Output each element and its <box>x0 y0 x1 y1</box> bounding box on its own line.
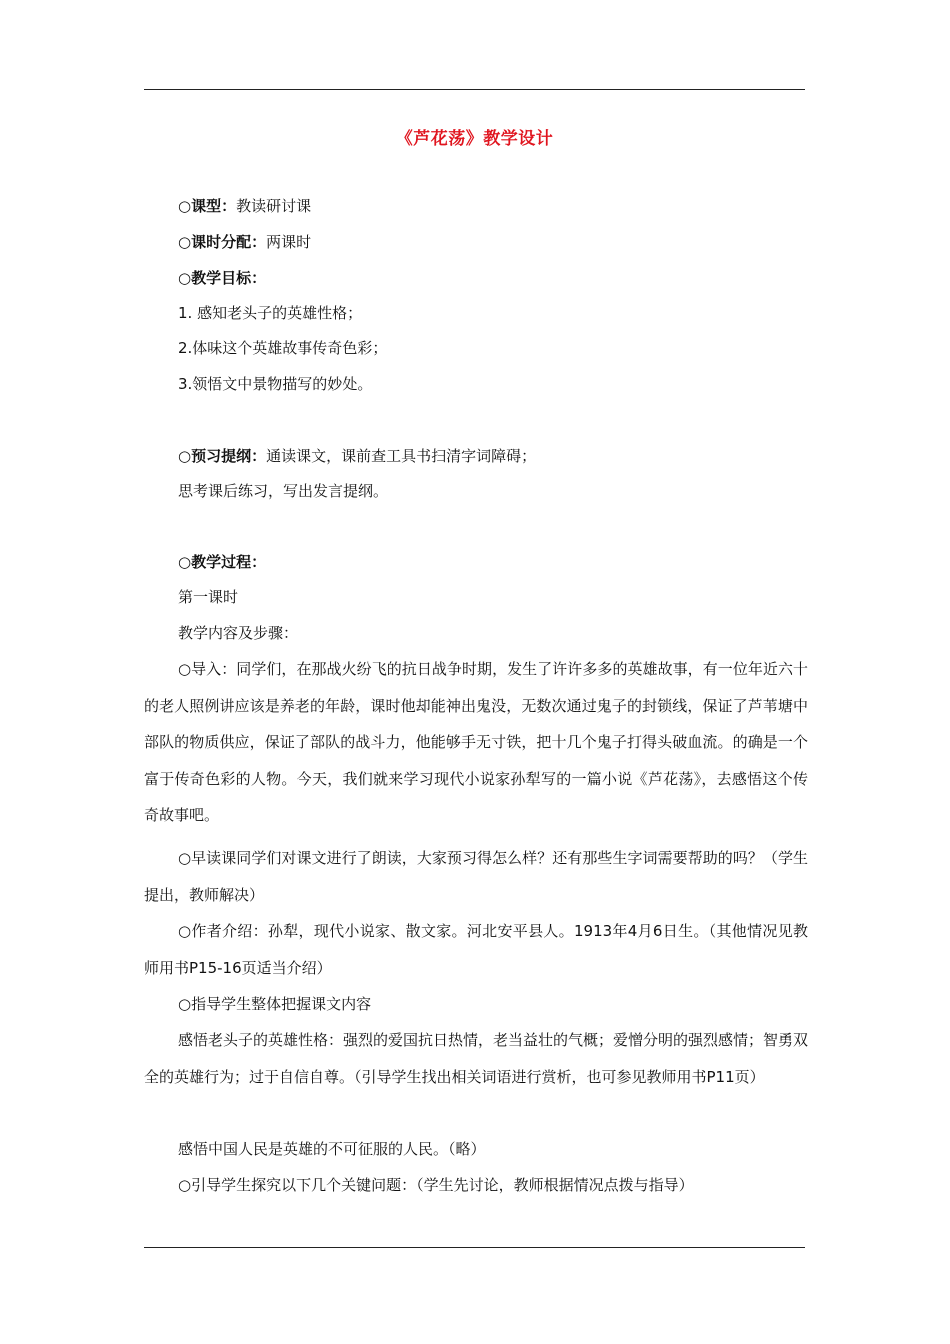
preview-line-2: 思考课后练习，写出发言提纲。 <box>178 482 389 500</box>
preview-label: ○预习提纲： <box>178 447 267 465</box>
content-steps-label: 教学内容及步骤： <box>178 624 299 642</box>
intro-paragraph: ○导入：同学们，在那战火纷飞的抗日战争时期，发生了许许多多的英雄故事，有一位年近六十的老人照例讲应该是养老的年龄，课时他却能神出鬼没，无数次通过鬼子的封锁线，保证了芦苇塘中部队的物质供应，保证了部队的战斗力，他能够手无寸铁，把十几个鬼子打得头破血流。的确是一个富于传奇色彩的人物。今天，我们就来学习现代小说家孙犁写的一篇小说《芦花荡》，去感悟这个传奇故事吧。 <box>144 660 808 824</box>
hours-line <box>178 232 311 252</box>
lesson-label: 第一课时 <box>178 588 239 606</box>
goal-item: 2.体味这个英雄故事传奇色彩； <box>178 339 388 357</box>
hours-label: ○课时分配： <box>178 233 267 251</box>
course-type-line <box>178 196 311 216</box>
process-heading: ○教学过程： <box>178 553 267 571</box>
explore-paragraph: ○引导学生探究以下几个关键问题：（学生先讨论，教师根据情况点拨与指导） <box>178 1176 694 1194</box>
course-type-value: 教读研讨课 <box>236 197 312 215</box>
hours-value: 两课时 <box>266 233 312 251</box>
guide-paragraph: ○指导学生整体把握课文内容 <box>178 995 372 1013</box>
people-paragraph: 感悟中国人民是英雄的不可征服的人民。（略） <box>178 1140 486 1158</box>
footer-rule <box>144 1247 805 1248</box>
goals-heading: ○教学目标： <box>178 269 267 287</box>
early-reading-paragraph: ○早读课同学们对课文进行了朗读，大家预习得怎么样？还有那些生字词需要帮助的吗？（学生提出，教师解决） <box>144 849 808 904</box>
preview-line <box>178 446 536 466</box>
course-type-label: ○课型： <box>178 197 237 215</box>
document-title: 《芦花荡》教学设计 <box>395 129 554 149</box>
header-rule <box>144 89 805 90</box>
goal-item: 1. 感知老头子的英雄性格； <box>178 304 363 322</box>
goal-item: 3.领悟文中景物描写的妙处。 <box>178 375 373 393</box>
preview-value: 通读课文，课前查工具书扫清字词障碍； <box>266 447 537 465</box>
character-paragraph: 感悟老头子的英雄性格：强烈的爱国抗日热情，老当益壮的气概；爱憎分明的强烈感情；智勇双全的英雄行为；过于自信自尊。（引导学生找出相关词语进行赏析，也可参见教师用书P11页） <box>144 1031 809 1086</box>
author-paragraph: ○作者介绍：孙犁，现代小说家、散文家。河北安平县人。1913年4月6日生。（其他情况见教师用书P15-16页适当介绍） <box>144 922 808 977</box>
